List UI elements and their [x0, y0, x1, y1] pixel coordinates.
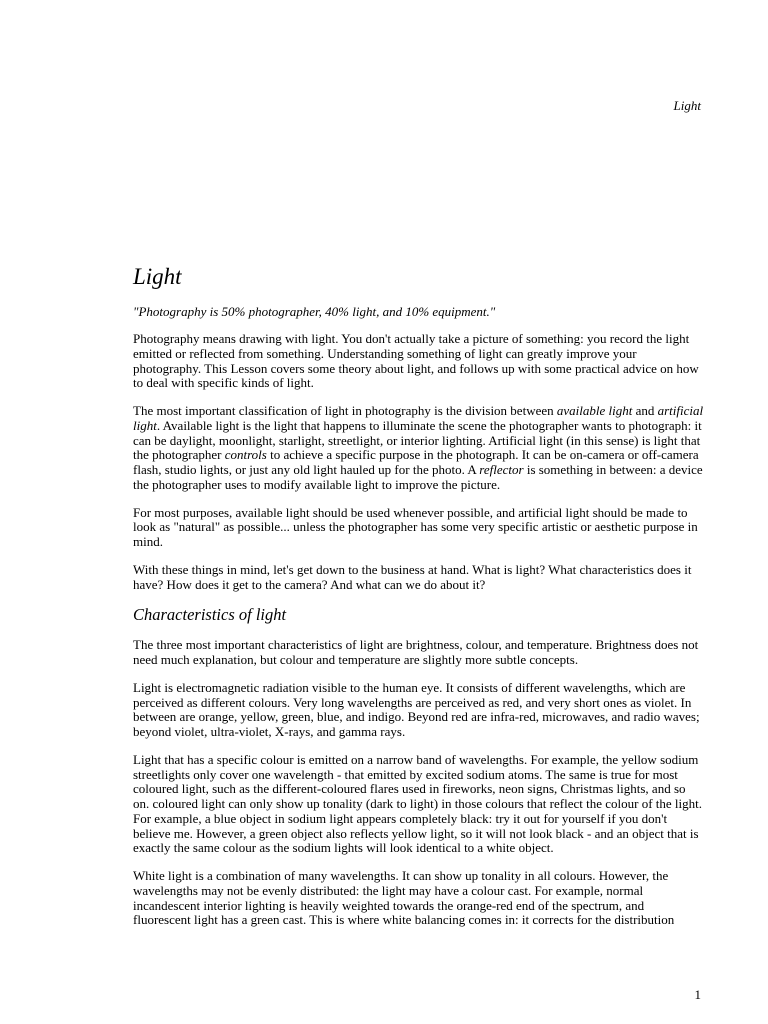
- term-artificial-light: artificial light: [133, 403, 704, 433]
- page-title: Light: [133, 264, 182, 289]
- article-body: [133, 262, 704, 928]
- paragraph-classification: [133, 404, 704, 493]
- paragraph-questions: With these things in mind, let's get down to the business at hand. What is light? What characteristics does it have? How does it get to the camera? And what can we do about it?: [133, 561, 692, 592]
- paragraph-electromagnetic: Light is electromagnetic radiation visible to the human eye. It consists of different wavelengths, which are perceived as different colours. Very long wavelengths are perceived as red, and very short ones as violet. In between are orange, yellow, green, blue, and indigo. Beyond red are infra-red, microwaves, and radio waves; beyond violet, ultra-violet, X-rays, and gamma rays.: [133, 679, 700, 739]
- text-run: . Available light is the light that happens to illuminate the scene the photographer wants to photograph: it can be daylight, moonlight, starlight, streetlight, or interior lighting. Artificial light (in this sense) is light that the photographer: [133, 417, 702, 463]
- term-available-light: available light: [556, 403, 633, 418]
- term-controls: controls: [224, 447, 267, 463]
- running-header: Light: [673, 98, 701, 113]
- paragraph-intro: Photography means drawing with light. You don't actually take a picture of something: you record the light emitted or reflected from something. Understanding something of light can greatly improve your photography. This Lesson covers some theory about light, and follows up with some practical advice on how to deal with specific kinds of light.: [133, 331, 699, 391]
- text-run: to achieve a specific purpose in the photograph. It can be on-camera or off-camera flash, studio lights, or just any old light hauled up for the photo. A: [133, 447, 699, 477]
- paragraph-coloured-light: Light that has a specific colour is emitted on a narrow band of wavelengths. For example, the yellow sodium streetlights only cover one wavelength - that emitted by excited sodium atoms. The same is true for most coloured light, such as the different-coloured flares used in fireworks, neon signs, Christmas lights, and so on. coloured light can only show up tonality (dark to light) in those colours that reflect the colour of the light. For example, a blue object in sodium light appears completely black: try it out for yourself if you don't believe me. However, a green object also reflects yellow light, so it will not look black - and an object that is exactly the same colour as the sodium lights will look identical to a white object.: [133, 751, 702, 856]
- section-heading-characteristics: Characteristics of light: [133, 605, 287, 625]
- paragraph-characteristics: The three most important characteristics of light are brightness, colour, and temperature. Brightness does not need much explanation, but colour and temperature are slightly more subtle concepts.: [133, 637, 699, 667]
- text-run: The most important classification of light in photography is the division between: [133, 403, 557, 418]
- epigraph-quote: "Photography is 50% photographer, 40% light, and 10% equipment.": [133, 304, 496, 319]
- text-run: and: [632, 403, 658, 418]
- text-run: is something in between: a device the photographer uses to modify available light to improve the picture.: [133, 462, 703, 492]
- paragraph-white-light: White light is a combination of many wavelengths. It can show up tonality in all colours. However, the wavelengths may not be evenly distributed: the light may have a colour cast. For example, normal incandescent interior lighting is heavily weighted towards the orange-red end of the spectrum, and fluorescent light has a green cast. This is where white balancing comes in: it corrects for the distribution: [133, 868, 675, 928]
- term-reflector: reflector: [479, 462, 524, 477]
- page-number: 1: [694, 987, 701, 1002]
- paragraph-natural-light: For most purposes, available light should be used whenever possible, and artificial light should be made to look as "natural" as possible... unless the photographer has some very specific artistic or aesthetic purpose in mind.: [133, 504, 698, 549]
